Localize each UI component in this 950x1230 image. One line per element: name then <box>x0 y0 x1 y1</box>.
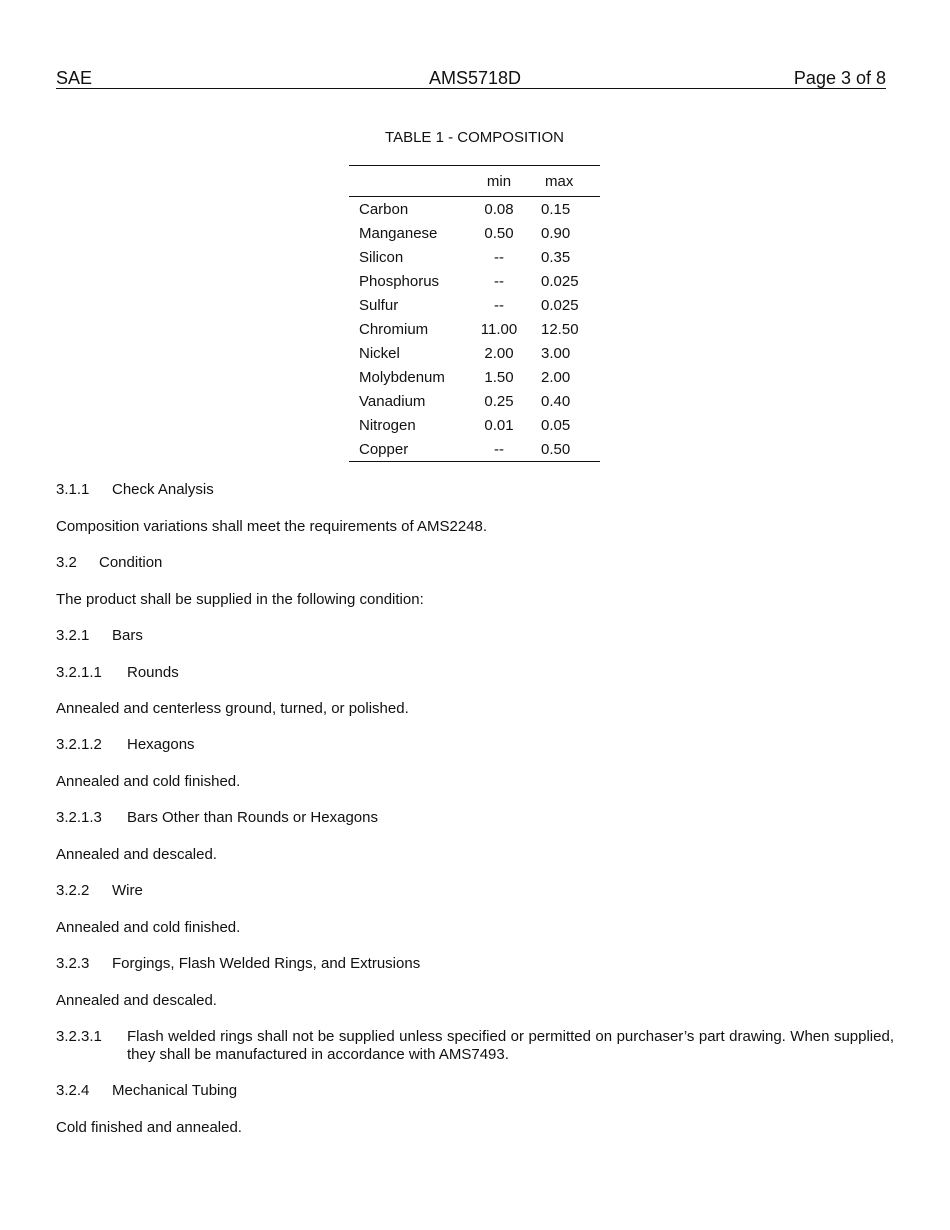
paragraph-flash-welded-rings <box>56 1028 894 1064</box>
paragraph-forgings: Annealed and descaled. <box>56 992 217 1009</box>
heading-rounds <box>56 664 179 682</box>
element-name: Silicon <box>359 248 404 266</box>
max-value: 3.00 <box>541 344 571 362</box>
section-title: Bars Other than Rounds or Hexagons <box>127 809 378 826</box>
heading-wire <box>56 882 143 900</box>
paragraph-condition: The product shall be supplied in the following condition: <box>56 591 424 608</box>
max-value: 0.025 <box>541 272 579 290</box>
section-number: 3.2.3.1 <box>56 1028 102 1045</box>
table-row <box>349 293 600 317</box>
heading-bars-other <box>56 809 378 827</box>
element-name: Sulfur <box>359 296 399 314</box>
column-header-max: max <box>529 166 600 197</box>
page-header <box>56 68 886 89</box>
min-value: 1.50 <box>484 368 514 386</box>
element-name: Carbon <box>359 200 409 218</box>
table-title: TABLE 1 - COMPOSITION <box>385 129 564 146</box>
min-value: -- <box>494 296 504 314</box>
table-row <box>349 245 600 269</box>
heading-forgings <box>56 955 420 973</box>
max-value: 0.15 <box>541 200 571 218</box>
max-value: 12.50 <box>541 320 579 338</box>
paragraph-bars-other: Annealed and descaled. <box>56 846 217 863</box>
heading-hexagons <box>56 736 195 754</box>
header-page-number: Page 3 of 8 <box>793 68 886 88</box>
paragraph-check-analysis: Composition variations shall meet the requirements of AMS2248. <box>56 518 488 535</box>
table-row <box>349 365 600 389</box>
min-value: 2.00 <box>484 344 514 362</box>
paragraph-hexagons: Annealed and cold finished. <box>56 773 241 790</box>
table-row <box>349 197 600 222</box>
section-title: Hexagons <box>127 736 195 753</box>
section-title: Bars <box>112 627 143 644</box>
table-row <box>349 437 600 462</box>
min-value: 11.00 <box>480 320 518 338</box>
section-title: Wire <box>112 882 143 899</box>
min-value: 0.50 <box>484 224 514 242</box>
section-number: 3.2.1 <box>56 627 90 644</box>
section-title: Rounds <box>127 664 179 681</box>
element-name: Nickel <box>359 344 400 362</box>
section-number: 3.2.3 <box>56 955 90 972</box>
max-value: 0.05 <box>541 416 571 434</box>
section-number: 3.2.2 <box>56 882 90 899</box>
section-number: 3.1.1 <box>56 481 90 498</box>
table-row <box>349 413 600 437</box>
composition-table <box>349 165 600 462</box>
max-value: 0.50 <box>529 437 600 462</box>
heading-bars <box>56 627 143 645</box>
paragraph-rounds: Annealed and centerless ground, turned, or polished. <box>56 700 409 717</box>
column-header-element <box>349 166 469 197</box>
element-name: Molybdenum <box>359 368 445 386</box>
heading-check-analysis <box>56 481 214 499</box>
element-name: Manganese <box>359 224 438 242</box>
max-value: 0.35 <box>541 248 571 266</box>
table-row <box>349 317 600 341</box>
min-value: 0.08 <box>484 200 514 218</box>
section-number: 3.2.1.3 <box>56 809 102 826</box>
table-row <box>349 341 600 365</box>
section-number: 3.2.4 <box>56 1082 90 1099</box>
heading-mechanical-tubing <box>56 1082 237 1100</box>
paragraph-mechanical-tubing: Cold finished and annealed. <box>56 1119 242 1136</box>
section-title: Condition <box>99 554 163 571</box>
heading-condition <box>56 554 162 572</box>
section-title: Forgings, Flash Welded Rings, and Extrusions <box>112 955 421 972</box>
section-text: Flash welded rings shall not be supplied unless specified or permitted on purchaser’s part drawing. When supplied, they shall be manufactured in accordance with AMS7493. <box>127 1028 894 1063</box>
table-row <box>349 269 600 293</box>
min-value: 0.01 <box>484 416 514 434</box>
section-title: Mechanical Tubing <box>112 1082 238 1099</box>
min-value: 0.25 <box>484 392 514 410</box>
max-value: 0.90 <box>541 224 571 242</box>
element-name: Nitrogen <box>359 416 416 434</box>
section-title: Check Analysis <box>112 481 214 498</box>
section-number: 3.2.1.1 <box>56 664 102 681</box>
table-header-row <box>349 166 600 197</box>
max-value: 0.40 <box>541 392 571 410</box>
header-org: SAE <box>56 68 93 88</box>
section-number: 3.2.1.2 <box>56 736 102 753</box>
min-value: -- <box>494 272 504 290</box>
max-value: 0.025 <box>541 296 579 314</box>
element-name: Vanadium <box>359 392 426 410</box>
element-name: Copper <box>349 437 469 462</box>
element-name: Phosphorus <box>359 272 440 290</box>
column-header-min: min <box>469 166 529 197</box>
min-value: -- <box>469 437 529 462</box>
table-row <box>349 221 600 245</box>
max-value: 2.00 <box>541 368 571 386</box>
section-number: 3.2 <box>56 554 77 571</box>
header-doc-number: AMS5718D <box>429 68 522 88</box>
table-row <box>349 389 600 413</box>
min-value: -- <box>494 248 504 266</box>
paragraph-wire: Annealed and cold finished. <box>56 919 241 936</box>
element-name: Chromium <box>359 320 429 338</box>
